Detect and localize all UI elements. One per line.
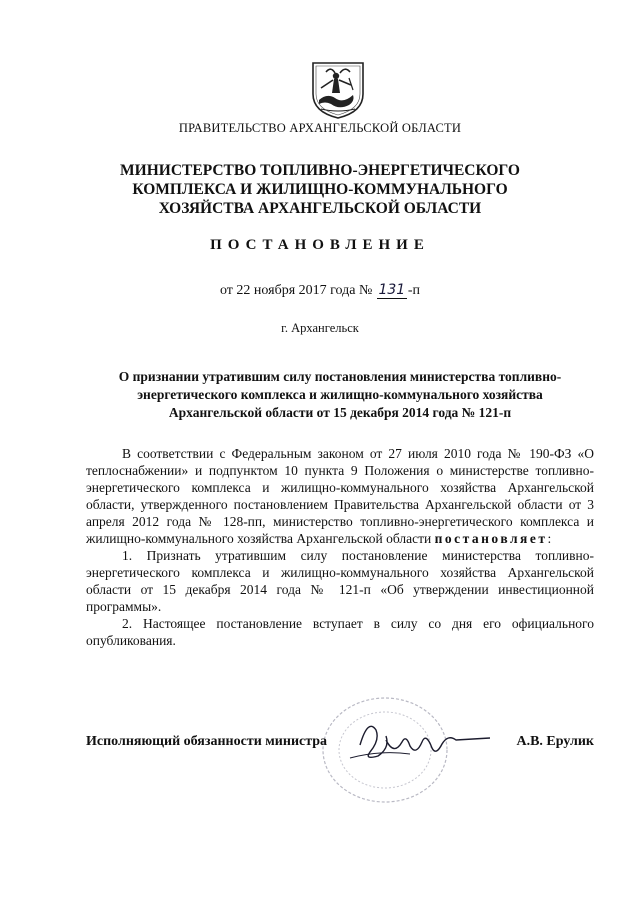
document-date-line (0, 282, 640, 299)
document-number-handwritten: 131 (378, 282, 406, 298)
subject-line: энергетического комплекса и жилищно-коммунального хозяйства (137, 387, 543, 402)
document-type-title: ПОСТАНОВЛЕНИЕ (210, 237, 430, 253)
item-1-paragraph: 1. Признать утратившим силу постановление министерства топливно-энергетического комплекса и жилищно-коммунального хозяйства Архангельской области от 15 декабря 2014 года № 121-п «Об утверждении инвестиционной программы». (86, 548, 594, 614)
resolves-word: постановляет (434, 531, 548, 546)
preamble-text: В соответствии с Федеральным законом от 27 июля 2010 года № 190-ФЗ «О теплоснабжении» и подпунктом 10 пункта 9 Положения о министерстве топливно-энергетического комплекса и жилищно-коммунального хозяйства Архангельской области, утвержденного постановлением Правительства Архангельской области от 3 апреля 2012 года № 128-пп, министерство топливно-энергетического комплекса и жилищно-коммунального хозяйства Архангельской области (86, 446, 594, 546)
document-city: г. Архангельск (281, 321, 359, 335)
arkhangelsk-coat-of-arms-icon (309, 60, 367, 120)
ministry-line: МИНИСТЕРСТВО ТОПЛИВНО-ЭНЕРГЕТИЧЕСКОГО (120, 162, 520, 179)
signatory-position: Исполняющий обязанности министра (86, 734, 328, 749)
subject-line: О признании утратившим силу постановления министерства топливно- (118, 369, 562, 384)
item-2-paragraph: 2. Настоящее постановление вступает в силу со дня его официального опубликования. (86, 616, 594, 648)
ministry-line: ХОЗЯЙСТВА АРХАНГЕЛЬСКОЙ ОБЛАСТИ (158, 200, 482, 217)
ministry-name (0, 161, 640, 218)
subject-line: Архангельской области от 15 декабря 2014 года № 121-п (168, 405, 512, 420)
preamble-paragraph (86, 445, 594, 547)
document-body (86, 445, 594, 649)
ministry-line: КОМПЛЕКСА И ЖИЛИЩНО-КОММУНАЛЬНОГО (132, 181, 508, 198)
document-number-suffix: -п (407, 283, 420, 298)
government-name: ПРАВИТЕЛЬСТВО АРХАНГЕЛЬСКОЙ ОБЛАСТИ (178, 121, 462, 135)
document-date: от 22 ноября 2017 года № (219, 283, 373, 298)
document-subject (70, 368, 610, 422)
handwritten-signature-icon (323, 698, 490, 802)
resolves-colon: : (547, 531, 552, 546)
official-seal-stamp-icon (290, 690, 520, 820)
signatory-name: А.В. Ерулик (516, 734, 594, 749)
